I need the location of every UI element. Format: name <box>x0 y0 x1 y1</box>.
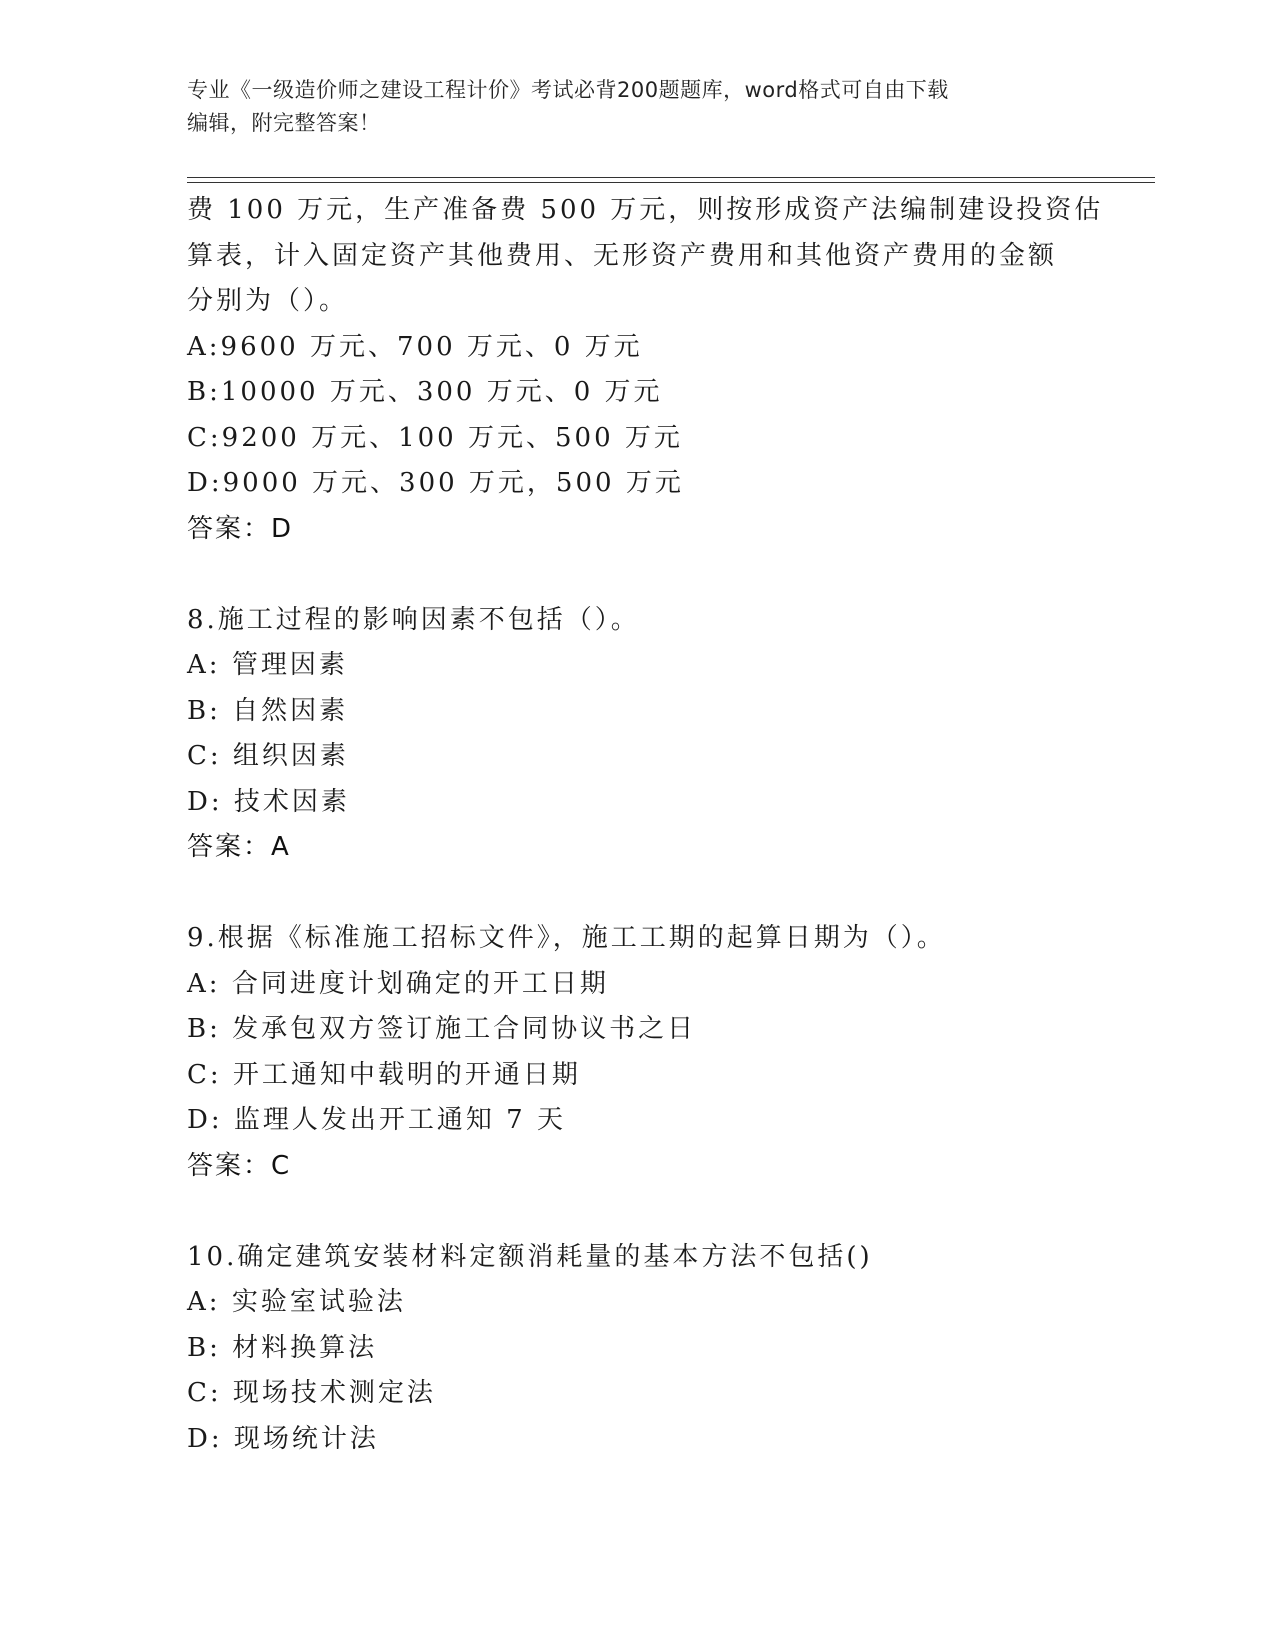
option-label: A: <box>187 968 221 999</box>
option-text: 9600 万元、700 万元、0 万元 <box>220 331 643 362</box>
question-10-text: 10.确定建筑安装材料定额消耗量的基本方法不包括() <box>187 1241 873 1272</box>
question-9-option-d <box>187 1098 1107 1144</box>
header-divider-top <box>187 177 1155 178</box>
question-7-text-line2: 算表，计入固定资产其他费用、无形资产费用和其他资产费用的金额 <box>187 240 1058 271</box>
question-9-answer: 答案：C <box>187 1150 292 1181</box>
option-label: D: <box>187 786 223 817</box>
question-7-option-a <box>187 325 1107 371</box>
question-9-text: 9.根据《标准施工招标文件》，施工工期的起算日期为（）。 <box>187 923 946 953</box>
option-text: 管理因素 <box>231 650 348 680</box>
spacer <box>187 871 1107 917</box>
question-8 <box>187 598 1107 871</box>
question-7-option-d <box>187 461 1107 507</box>
option-label: A: <box>187 1287 221 1317</box>
option-text: 9000 万元、300 万元，500 万元 <box>222 468 684 498</box>
option-label: C: <box>187 422 222 453</box>
question-9-option-a <box>187 962 1107 1008</box>
header-title-line2: 编辑，附完整答案！ <box>187 111 381 135</box>
question-8-option-c <box>187 734 1107 780</box>
question-10-option-a <box>187 1280 1107 1326</box>
header-title-line1: 专业《一级造价师之建设工程计价》考试必背200题题库，word格式可自由下载 <box>187 78 949 102</box>
option-label: B: <box>187 1014 221 1044</box>
option-label: C: <box>187 1059 222 1090</box>
option-text: 9200 万元、100 万元、500 万元 <box>221 422 683 453</box>
option-text: 发承包双方签订施工合同协议书之日 <box>232 1014 697 1044</box>
question-9 <box>187 916 1107 1189</box>
question-7-text-line1: 费 100 万元，生产准备费 500 万元，则按形成资产法编制建设投资估 <box>187 195 1104 225</box>
question-7 <box>187 188 1107 552</box>
question-list <box>187 188 1107 1462</box>
header-divider-bottom <box>187 182 1155 183</box>
option-label: C: <box>187 741 222 771</box>
option-text: 开工通知中载明的开通日期 <box>232 1059 581 1090</box>
document-header <box>187 74 1087 140</box>
option-label: B: <box>187 377 221 407</box>
question-8-text: 8.施工过程的影响因素不包括（）。 <box>187 604 640 635</box>
option-text: 实验室试验法 <box>231 1287 406 1317</box>
question-8-answer: 答案：A <box>187 832 291 862</box>
option-label: B: <box>187 1332 221 1363</box>
option-label: D: <box>187 1423 223 1454</box>
spacer <box>187 552 1107 598</box>
question-9-option-b <box>187 1007 1107 1053</box>
option-text: 组织因素 <box>232 741 349 771</box>
option-text: 10000 万元、300 万元、0 万元 <box>220 377 663 407</box>
question-7-option-b <box>187 370 1107 416</box>
question-9-option-c <box>187 1053 1107 1099</box>
question-10-option-c <box>187 1371 1107 1417</box>
option-text: 技术因素 <box>233 786 350 817</box>
option-text: 监理人发出开工通知 7 天 <box>233 1105 566 1135</box>
question-10-option-b <box>187 1326 1107 1372</box>
question-8-option-d <box>187 780 1107 826</box>
question-10 <box>187 1235 1107 1463</box>
option-label: B: <box>187 695 221 726</box>
option-text: 材料换算法 <box>232 1332 378 1363</box>
option-label: D: <box>187 1105 223 1135</box>
option-label: D: <box>187 468 223 498</box>
question-8-option-b <box>187 689 1107 735</box>
option-text: 合同进度计划确定的开工日期 <box>231 968 609 999</box>
question-7-answer: 答案：D <box>187 513 294 544</box>
option-label: A: <box>187 331 221 362</box>
option-label: C: <box>187 1378 222 1408</box>
option-text: 现场统计法 <box>233 1423 379 1454</box>
spacer <box>187 1189 1107 1235</box>
option-label: A: <box>187 650 221 680</box>
question-10-option-d <box>187 1417 1107 1463</box>
question-8-option-a <box>187 643 1107 689</box>
option-text: 现场技术测定法 <box>232 1378 436 1408</box>
question-7-text-line3: 分别为（）。 <box>187 286 349 316</box>
question-7-option-c <box>187 416 1107 462</box>
option-text: 自然因素 <box>232 695 349 726</box>
